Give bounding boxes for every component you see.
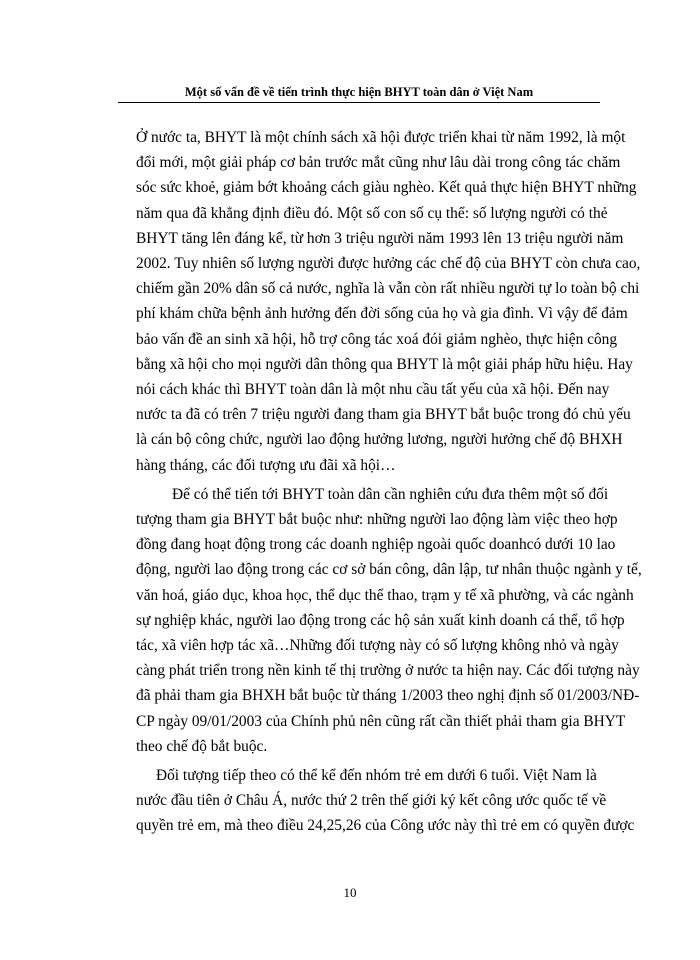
text-line: hàng tháng, các đối tượng ưu đãi xã hội…	[136, 456, 396, 474]
text-line: năm qua đã khẳng định điều đó. Một số con số cụ thể: số lượng người có thẻ	[136, 204, 608, 222]
text-line: Đối tượng tiếp theo có thể kể đến nhóm trẻ em dưới 6 tuổi. Việt Nam là	[156, 767, 597, 785]
text-line: chiếm gần 20% dân số cả nước, nghĩa là vẫn còn rất nhiều người tự lo toàn bộ chi	[136, 280, 640, 298]
text-line: động, người lao động trong các cơ sở bán công, dân lập, tư nhân thuộc ngành y tế,	[136, 561, 642, 579]
text-line: càng phát triển trong nền kinh tế thị trường ở nước ta hiện nay. Các đối tượng này	[136, 662, 640, 680]
text-line: tượng tham gia BHYT bắt buộc như: những người lao động làm việc theo hợp	[136, 511, 618, 529]
text-line: 2002. Tuy nhiên số lượng người được hưởng các chế độ của BHYT còn chưa cao,	[136, 255, 641, 273]
text-line: sự nghiệp khác, người lao động trong các hộ sản xuất kinh doanh cá thể, tổ hợp	[136, 611, 625, 629]
paragraph-1	[136, 125, 641, 478]
text-line: phí khám chữa bệnh ảnh hưởng đến đời sống của họ và gia đình. Vì vậy để đảm	[136, 305, 628, 323]
paragraph-3	[136, 763, 635, 839]
text-line: tác, xã viên hợp tác xã…Những đối tượng này có số lượng không nhỏ và ngày	[136, 637, 619, 655]
text-line: CP ngày 09/01/2003 của Chính phủ nên cũng rất cần thiết phải tham gia BHYT	[136, 712, 626, 730]
text-line: BHYT tăng lên đáng kể, từ hơn 3 triệu người năm 1993 lên 13 triệu người năm	[136, 229, 624, 247]
text-line: văn hoá, giáo dục, khoa học, thể dục thể thao, trạm y tế xã phường, và các ngành	[136, 586, 634, 604]
text-line: nói cách khác thì BHYT toàn dân là một nhu cầu tất yếu của xã hội. Đến nay	[136, 381, 610, 399]
text-line: bảo vấn đề an sinh xã hội, hỗ trợ công tác xoá đói giảm nghèo, thực hiện công	[136, 330, 618, 348]
text-line: Để có thể tiến tới BHYT toàn dân cần nghiên cứu đưa thêm một số đối	[172, 485, 609, 503]
text-line: là cán bộ công chức, người lao động hưởng lương, người hưởng chế độ BHXH	[136, 431, 623, 449]
text-line: đồng đang hoạt động trong các doanh nghiệp ngoài quốc doanhcó dưới 10 lao	[136, 536, 616, 554]
text-line: đổi mới, một giải pháp cơ bản trước mắt cũng như lâu dài trong công tác chăm	[136, 154, 621, 172]
text-line: sóc sức khoẻ, giảm bớt khoảng cách giàu nghèo. Kết quả thực hiện BHYT những	[136, 179, 637, 197]
text-line: quyền trẻ em, mà theo điều 24,25,26 của Công ước này thì trẻ em có quyền được	[136, 817, 635, 835]
text-line: Ở nước ta, BHYT là một chính sách xã hội được triển khai từ năm 1992, là một	[136, 129, 626, 146]
text-line: đã phải tham gia BHXH bắt buộc từ tháng 1/2003 theo nghị định số 01/2003/NĐ-	[136, 687, 640, 705]
running-header: Một số vấn đề về tiến trình thực hiện BHYT toàn dân ở Việt Nam	[184, 85, 534, 99]
text-line: nước đầu tiên ở Châu Á, nước thứ 2 trên thế giới ký kết công ước quốc tế về	[136, 792, 607, 810]
text-line: nước ta đã có trên 7 triệu người đang tham gia BHYT bắt buộc trong đó chủ yếu	[136, 406, 631, 424]
header-rule	[118, 102, 600, 103]
text-line: bằng xã hội cho mọi người dân thông qua BHYT là một giải pháp hữu hiệu. Hay	[136, 355, 633, 373]
body-text	[136, 125, 642, 839]
text-line: theo chế độ bắt buộc.	[136, 737, 268, 755]
page-number: 10	[343, 885, 357, 900]
paragraph-2	[136, 482, 642, 759]
